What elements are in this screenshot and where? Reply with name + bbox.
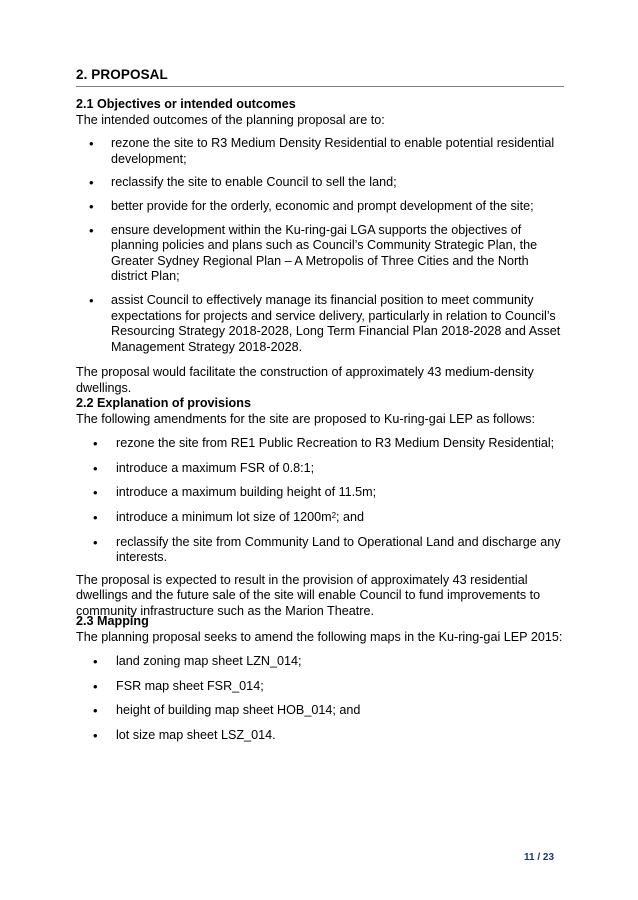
intro-2-3: The planning proposal seeks to amend the following maps in the Ku-ring-gai LEP 2015: [76, 629, 563, 644]
bullet-icon: • [89, 198, 94, 214]
bullet-icon: • [89, 292, 94, 308]
bullet-icon: • [93, 703, 98, 719]
list-item: • assist Council to effectively manage its financial position to meet community expectations for projects and service delivery, particularly in relation to Council’s Resourcing Strategy 2018-2028, Long Term Financial Plan 2018-2028 and Asset Management Strategy 2018-2028. [89, 292, 561, 354]
bullet-icon: • [93, 436, 98, 452]
heading-2-2: 2.2 Explanation of provisions [76, 396, 251, 410]
section-title: 2. PROPOSAL [76, 67, 564, 87]
list-item: • introduce a maximum building height of 11.5m; [93, 485, 377, 501]
bullet-icon: • [89, 222, 94, 238]
section-2-3 [76, 614, 564, 744]
intro-2-1: The intended outcomes of the planning proposal are to: [76, 112, 385, 127]
bullet-icon: • [89, 136, 94, 152]
heading-2-1: 2.1 Objectives or intended outcomes [76, 97, 296, 111]
bullet-list-2-2 [76, 436, 564, 566]
heading-2-3: 2.3 Mapping [76, 614, 149, 628]
list-item: • ensure development within the Ku-ring-gai LGA supports the objectives of planning policies and plans such as Council’s Community Strategic Plan, the Greater Sydney Regional Plan – A Metropolis of Three Cities and the North district Plan; [89, 222, 538, 284]
list-item: • better provide for the orderly, economic and prompt development of the site; [89, 198, 534, 214]
list-item: • reclassify the site to enable Council to sell the land; [89, 175, 397, 191]
bullet-icon: • [93, 654, 98, 670]
bullet-list-2-3 [76, 654, 564, 743]
bullet-icon: • [93, 485, 98, 501]
bullet-icon: • [93, 727, 98, 743]
closing-2-1: The proposal would facilitate the construction of approximately 43 medium-density dwellings. [76, 365, 534, 395]
page-number: 11 / 23 [524, 852, 555, 863]
list-item: • height of building map sheet HOB_014; and [93, 703, 361, 719]
bullet-list-2-1 [76, 136, 564, 355]
list-item: • introduce a maximum FSR of 0.8:1; [93, 460, 315, 476]
list-item: • reclassify the site from Community Land to Operational Land and discharge any interests. [93, 534, 561, 565]
superscript-2: 2 [331, 510, 337, 520]
list-item: • introduce a minimum lot size of $1200m^2$; and [93, 509, 365, 525]
bullet-icon: • [89, 175, 94, 191]
list-item: • rezone the site to R3 Medium Density Residential to enable potential residential development; [89, 136, 555, 166]
list-item: • rezone the site from RE1 Public Recreation to R3 Medium Density Residential; [93, 436, 555, 452]
list-item: • land zoning map sheet LZN_014; [93, 654, 302, 670]
bullet-icon: • [93, 509, 98, 525]
section-2-1 [76, 97, 564, 397]
section-2-2 [76, 396, 564, 620]
intro-2-2: The following amendments for the site are proposed to Ku-ring-gai LEP as follows: [76, 411, 535, 426]
bullet-icon: • [93, 460, 98, 476]
list-item: • lot size map sheet LSZ_014. [93, 727, 276, 743]
closing-2-2: The proposal is expected to result in the provision of approximately 43 residential dwellings and the future sale of the site will enable Council to fund improvements to community infrastructure such as the Marion Theatre. [76, 572, 541, 618]
list-item: • FSR map sheet FSR_014; [93, 678, 264, 694]
bullet-icon: • [93, 534, 98, 550]
bullet-icon: • [93, 678, 98, 694]
